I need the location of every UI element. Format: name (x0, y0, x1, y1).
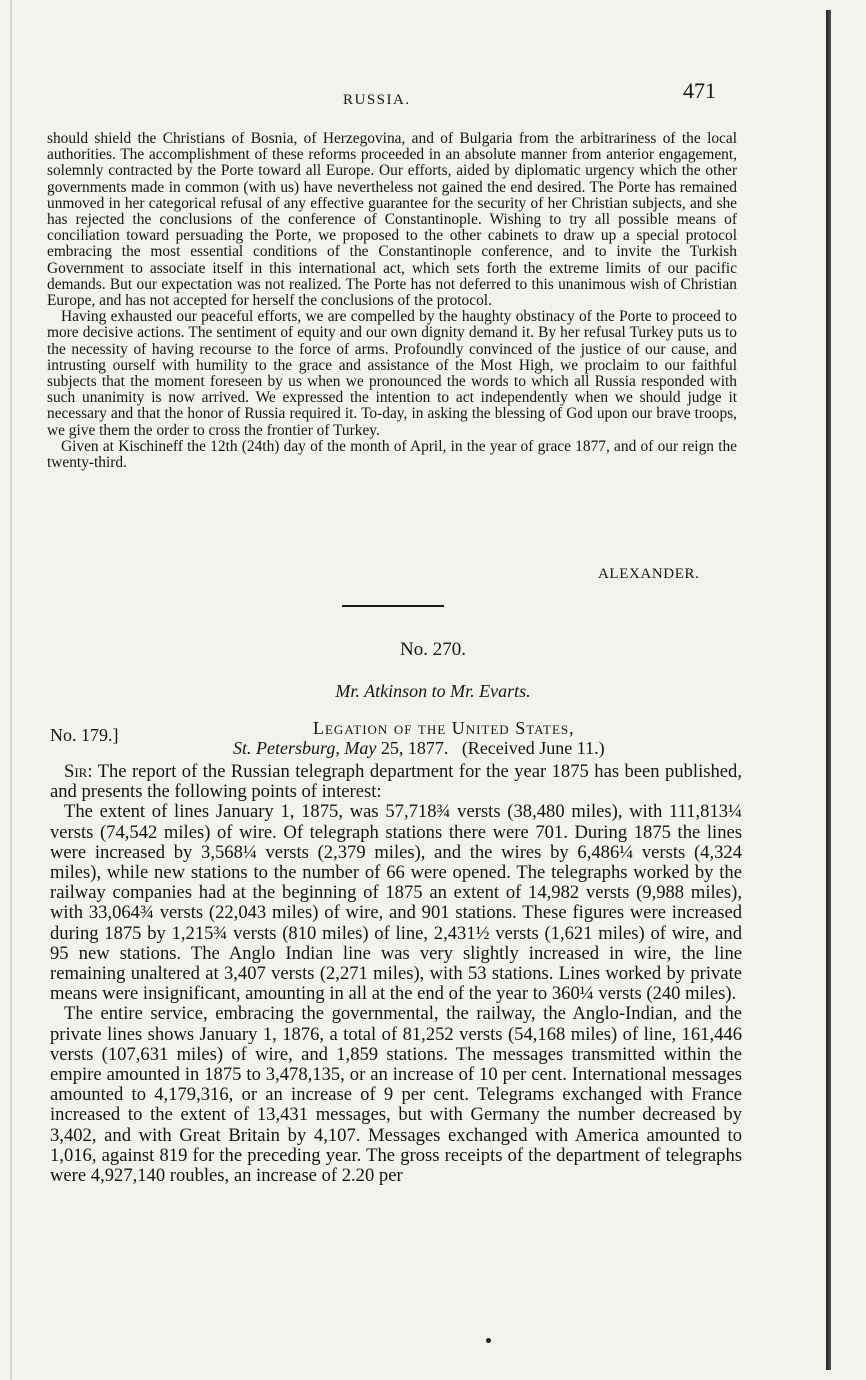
proclamation-paragraph-3: Given at Kischineff the 12th (24th) day of the month of April, in the year of grace 1877, and of our reign the twenty-third. (47, 437, 737, 472)
signature: ALEXANDER. (598, 566, 700, 582)
dispatch-paragraph-3: The entire service, embracing the governmental, the railway, the Anglo-Indian, and the private lines shows January 1, 1876, a total of 81,252 versts (54,168 miles) of line, 161,446 versts (107,631 miles) of wire, and 1,859 stations. The messages transmitted within the empire amounted in 1875 to 3,478,135, or an increase of 10 per cent. International messages amounted to 4,179,316, or an increase of 9 per cent. Telegrams exchanged with France increased to the extent of 13,431 messages, but with Germany the number decreased by 3,402, and with Great Britain by 4,107. Messages exchanged with America amounted to 1,016, against 819 for the preceding year. The gross receipts of the department of telegraphs were 4,927,140 roubles, an increase of 2.20 per (50, 1003, 742, 1187)
dispatch-paragraph-2: The extent of lines January 1, 1875, was 57,718¾ versts (38,480 miles), with 111,813¼ versts (74,542 miles) of wire. Of telegraph stations there were 701. During 1875 the lines were increased by 3,568¼ versts (2,379 miles), and the wires by 6,486¼ versts (4,324 miles), while new stations to the number of 66 were opened. The telegraphs worked by the railway companies had at the beginning of 1875 an extent of 14,982 versts (9,988 miles), with 33,064¾ versts (22,043 miles) of wire, and 901 stations. These figures were increased during 1875 by 1,215¾ versts (810 miles) of line, 2,431½ versts (1,621 miles) of wire, and 95 new stations. The Anglo Indian line was very slightly increased in wire, the line remaining unaltered at 3,407 versts (2,271 miles), with 53 stations. Lines worked by private means were insignificant, amounting in all at the end of the year to 360¼ versts (240 miles). (50, 801, 742, 1005)
date-rest: 25, 1877. (376, 738, 449, 758)
proclamation-paragraph-2: Having exhausted our peaceful efforts, we are compelled by the haughty obstinacy of the Porte to proceed to more decisive actions. The sentiment of equity and our own dignity demand it. By her refusal Turkey puts us to the necessity of having recourse to the force of arms. Profoundly convinced of the justice of our cause, and intrusting ourself with humility to the grace and assistance of the Most High, we proclaim to our faithful subjects that the moment foreseen by us when we pronounced the words to which all Russia responded with such unanimity is now arrived. We expressed the intention to act independently when we should judge it necessary and that the honor of Russia required it. To-day, in asking the blessing of God upon our brave troops, we give them the order to cross the frontier of Turkey. (47, 308, 737, 439)
dispatch-number: No. 179.] (50, 725, 119, 745)
page-number: 471 (683, 78, 716, 103)
place-date: St. Petersburg, May (233, 738, 377, 758)
received-date: (Received June 11.) (448, 738, 605, 758)
legation-heading: Legation of the United States, (313, 718, 575, 738)
running-head: RUSSIA. (343, 92, 411, 108)
section-divider (342, 605, 444, 607)
salutation: Sir (64, 761, 88, 782)
dispatch-paragraph-1 (50, 762, 742, 802)
document-title: Mr. Atkinson to Mr. Evarts. (335, 681, 531, 701)
document-number: No. 270. (400, 639, 466, 660)
ink-spot (486, 1338, 491, 1343)
dispatch-paragraph-1-text: : The report of the Russian telegraph department for the year 1875 has been published, and presents the following points of interest: (50, 761, 742, 803)
dispatch-body (50, 762, 742, 1186)
proclamation-text (47, 131, 737, 471)
proclamation-paragraph-1: should shield the Christians of Bosnia, of Herzegovina, and of Bulgaria from the arbitrariness of the local authorities. The accomplishment of these reforms proceeded in an absolute manner from anterior engagement, solemnly contracted by the Porte toward all Europe. Our efforts, aided by diplomatic urgency which the other governments made in common (with us) have nevertheless not gained the end desired. The Porte has remained unmoved in her categorical refusal of any effective guarantee for the security of her Christian subjects, and she has rejected the conclusions of the conference of Constantinople. Wishing to try all possible means of conciliation toward persuading the Porte, we proposed to the other cabinets to draw up a special protocol embracing the most essential conditions of the Constantinople conference, and to invite the Turkish Government to associate itself in this international act, which sets forth the extreme limits of our pacific demands. But our expectation was not realized. The Porte has not deferred to this unanimous wish of Christian Europe, and has not accepted for herself the conclusions of the protocol. (47, 130, 737, 310)
dateline (233, 738, 605, 759)
